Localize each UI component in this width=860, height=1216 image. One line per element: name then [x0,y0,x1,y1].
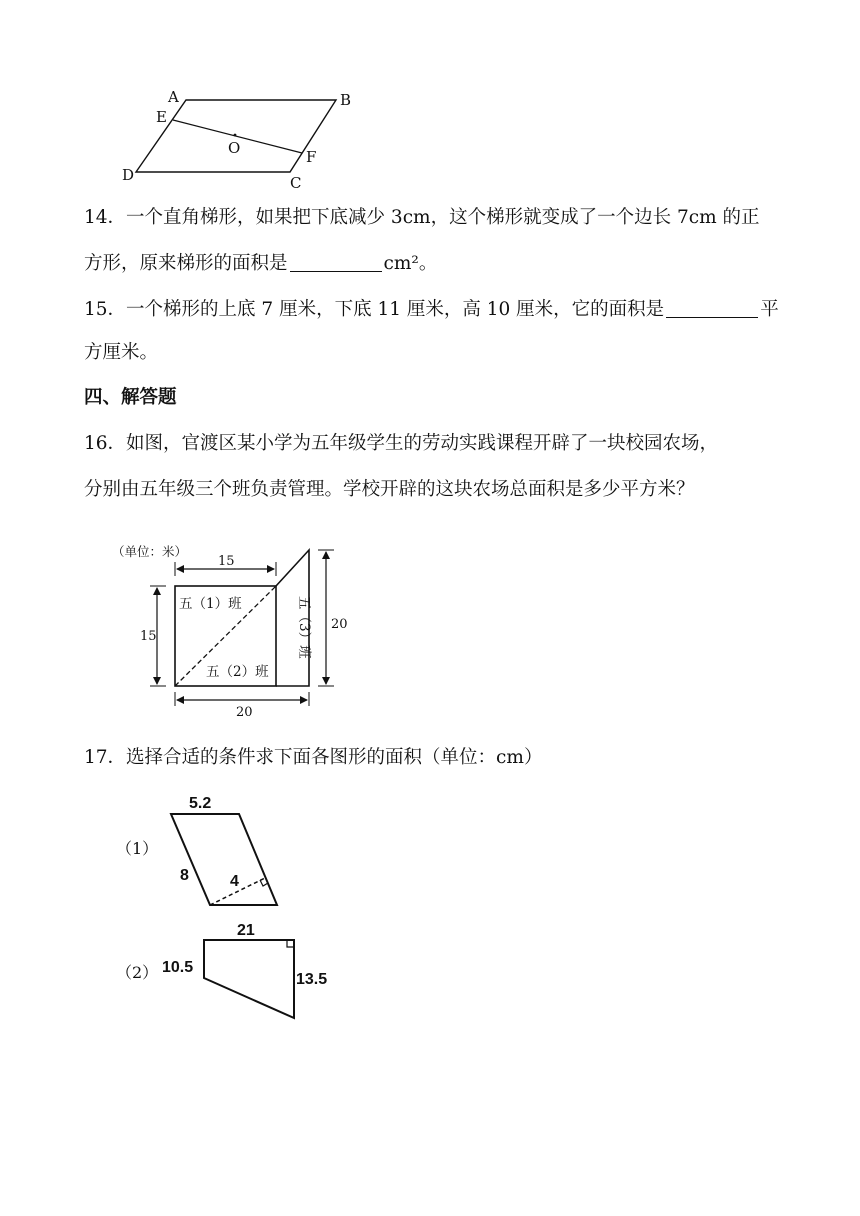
fig17-2-right: 13.5 [296,971,328,988]
label-D: D [122,166,135,184]
dim-top: 15 [218,554,235,569]
fig17-1-top: 5.2 [189,795,212,812]
fig17-1-height: 4 [230,873,239,890]
label-C: C [290,174,302,190]
label-A: A [168,88,179,106]
dim-bottom: 20 [236,705,253,720]
figure-17-1 [110,790,310,910]
class2-label: 五（2）班 [206,664,269,680]
class1-label: 五（1）班 [179,596,242,612]
fig17-1-index: （1） [116,839,159,858]
unit-label: （单位：米） [112,544,188,559]
fig17-2-index: （2） [116,963,159,982]
dim-right: 20 [331,617,348,632]
q16-line2: 分别由五年级三个班负责管理。学校开辟的这块农场总面积是多少平方米？ [84,479,695,500]
label-B: B [340,91,352,109]
fig17-2-left: 10.5 [162,959,194,976]
class3-label: 五（3）班 [296,596,312,659]
fig17-2-top: 21 [237,922,255,939]
q15-line1: 15．一个梯形的上底 7 厘米，下底 11 厘米，高 10 厘米，它的面积是 平 [84,299,779,320]
section-title: 四、解答题 [84,387,177,408]
farm-diagram [100,540,360,720]
q14-line1: 14．一个直角梯形，如果把下底减少 3cm，这个梯形就变成了一个边长 7cm 的正 [84,207,760,228]
answer-blank-q14[interactable] [290,253,382,272]
dim-left: 15 [140,629,157,644]
q14-line2: 方形，原来梯形的面积是 cm²。 [84,253,438,274]
parallelogram-figure [110,84,370,190]
q15-line2: 方厘米。 [84,342,159,363]
label-F: F [306,148,317,166]
q17-line1: 17．选择合适的条件求下面各图形的面积（单位：cm） [84,747,543,768]
label-O: O [228,139,241,157]
fig17-1-side: 8 [180,867,189,884]
answer-blank-q15[interactable] [666,299,758,318]
label-E: E [156,108,167,126]
figure-17-2 [110,918,350,1028]
q16-line1: 16．如图，官渡区某小学为五年级学生的劳动实践课程开辟了一块校园农场， [84,433,719,454]
